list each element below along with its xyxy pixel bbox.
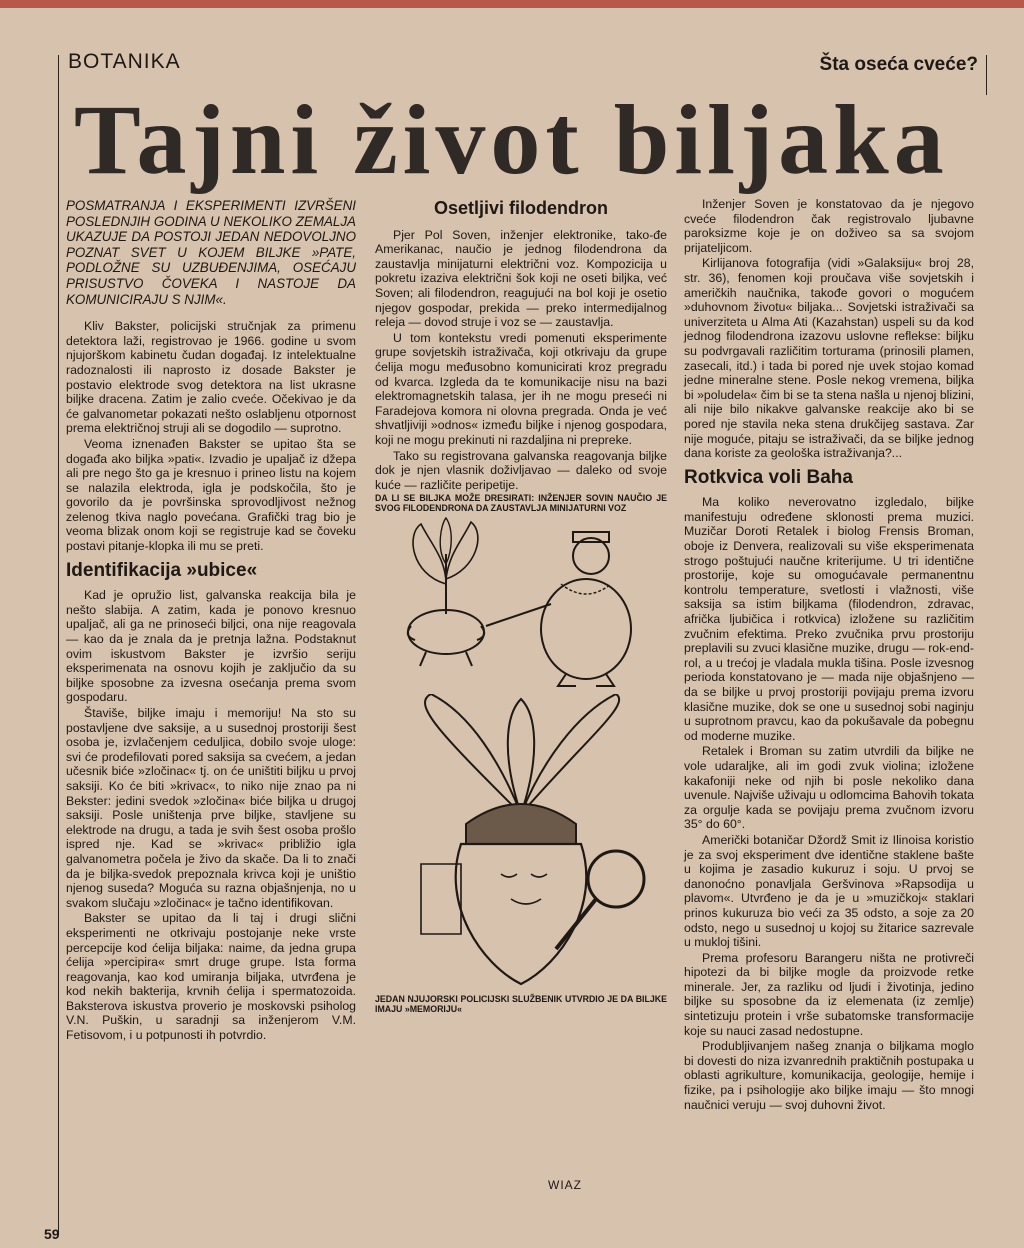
subheading-filodendron: Osetljivi filodendron: [433, 198, 608, 218]
column-1: [66, 198, 356, 1044]
lead-paragraph: POSMATRANJA I EKSPERIMENTI IZVRŠENI POSLEDNJIH GODINA U NEKOLIKO ZEMALJA UKAZUJE DA POSTOJI JEDAN NEDOVOLJNO POZNAT SVET U KOJEM BILJKE »PATE, PODLOŽNE SU UZBUĐENJIMA, OSEĆAJU PRISUSTVO ČOVEKA I NASTOJE DA KOMUNICIRAJU S NJIM«.: [66, 198, 356, 307]
article-title: Tajni život biljaka: [74, 84, 949, 195]
left-rule: [58, 55, 59, 1235]
paragraph: Produbljivanjem našeg znanja o biljkama moglo bi dovesti do niza izvanrednih praktičnih postupaka u oblasti agrikulture, komunikacija, geologije, hemije i fizike, pa i psihologije ako biljke imaju — što mnogi naučnici veruju — svoj duhovni život.: [684, 1039, 974, 1112]
column-2: [375, 195, 667, 1015]
section-label: BOTANIKA: [68, 50, 181, 73]
caption-memory: JEDAN NJUJORSKI POLICIJSKI SLUŽBENIK UTVRDIO JE DA BILJKE IMAJU »MEMORIJU«: [375, 994, 667, 1015]
paragraph: Ma koliko neverovatno izgledalo, biljke manifestuju određene sklonosti prema muzici. Muzičar Doroti Retalek i biolog Frensis Broman, oboje iz Denvera, realizovali su više eksperimenata strogo poštujući naučne kriterijume. U tri identične prostorije, koje su omogućavale permanentnu kontrolu temperature, svetlosti i vlažnosti, više saksija sa istim biljkama (filodendron, zdravac, afrička ljubičica i rotkvica) izložene su različitim zvučnim efektima. Preko zvučnika prvu prostoriju preplavili su zvuci klasične muzike, drugu — rok-end-rol, a u trećoj je vladala mukla tišina. Posle izvesnog perioda konstatovano je — mada nije objašnjeno — da se biljke u prvoj prostoriji povijaju prema izvoru klasične muzike, dok se one u susednoj sobi naginju u suprotnom pravcu, kao da pokušavale da pobegnu od moderne muzike.: [684, 495, 974, 743]
paragraph: Kad je opružio list, galvanska reakcija bila je nešto slabija. A zatim, kada je ponovo kresnuo upaljač, ali ga ne prinoseći biljci, ona nije reagovala — kao da je znala da je pretnja lažna. Podstaknut ovim iskustvom Bakster je izvršio seriju eksperimenata na osnovu kojih je zaključio da su biljke sposobne za izvesna osećanja prema svom gospodaru.: [66, 588, 356, 705]
page-number: 59: [44, 1226, 60, 1242]
subheading-identifikacija: Identifikacija »ubice«: [66, 559, 258, 581]
paragraph: Prema profesoru Barangeru ništa ne protivreči hipotezi da bi biljke mogle da proizvode retke minerale. Jer, za razliku od ljudi i životinja, jedino biljke su sposobne da iz elemenata (iz zemlje) sintetizuju protein i vrše subatomske transformacije koje su nauci zasad nedostupne.: [684, 950, 974, 1038]
paragraph: Veoma iznenađen Bakster se upitao šta se događa ako biljka »pati«. Izvadio je upaljač iz džepa ali pre nego što ga je kresnuo i prineo listu na kojem se nalazila elektroda, igla je podskočila, što je govorilo da je površinska sprovodljivost nežnog zelenog tkiva naglo povećana. Grafički trag bio je veoma blizak onom koji se registruje kad se čoveku postavi pitanje-klopka ili mu se preti.: [66, 436, 356, 554]
illustration-beet-detective: [381, 694, 661, 994]
paragraph: Inženjer Soven je konstatovao da je njegovo cveće filodendron čak registrovalo ljubavne paroksizme koje je on doživeo sa sa svojom prijateljicom.: [684, 197, 974, 255]
paragraph: Kirlijanova fotografija (vidi »Galaksiju« broj 28, str. 36), fenomen koji proučava više sovjetskih i američkih naučnika, takođe govori o mogućem »duhovnom životu« biljaka... Sovjetski istraživači sa univerziteta u Alma Ati (Kazahstan) uspeli su da kod jednog filodendrona izazovu uslovne reflekse: biljku su podvrgavali različitim torturama (prinosili plamen, zasecali, itd.) i tada bi pored nje uvek stojao komad jedne mineralne stene. Posle nekog vremena, biljka bi »poludela« čim bi se ta stena našla u njenoj blizini, ali nije bilo nikakve galvanske reakcije ako bi se pored nje stavila neka stena drukčijeg sastava. Zar nije moguće, pitaju se istraživači, da se biljke jednog dana koriste za geološka istraživanja?...: [684, 256, 974, 461]
paragraph: Tako su registrovana galvanska reagovanja biljke dok je njen vlasnik doživljavao — daleko od svoje kuće — različite peripetije.: [375, 448, 667, 492]
paragraph: U tom kontekstu vredi pomenuti eksperimente grupe sovjetskih istraživača, koji otkrivaju da grupe ćelija mogu međusobno komunicirati kroz pregradu od kvarca. Izgleda da te komunikacije nisu na bazi elektromagnetskih talasa, jer ih ne mogu preseći ni Faradejova komora ni olovna pregrada. Onda je već shvatljiviji »odnos« između biljke i njenog gospodara, koji ne mogu prekinuti ni razdaljina ni prepreke.: [375, 330, 667, 447]
right-rule: [986, 55, 987, 95]
paragraph: Retalek i Broman su zatim utvrdili da biljke ne vole udaraljke, ali im godi zvuk violina; izložene kakafoniji neke od njih bi posle nekoliko dana uvenule. Najviše uživaju u odlomcima Bahovih tokata za orgulje kada se povijaju prema zvučnom izvoru 35° do 60°.: [684, 744, 974, 832]
artist-signature: WIAZ: [548, 1178, 582, 1192]
paragraph: Američki botaničar Džordž Smit iz Ilinoisa koristio je za svoj eksperiment dve identične staklene bašte u kojima je zasadio kukuruz i soju. U prvoj se danonoćno ponavljala Geršvinova »Rapsodija u plavom«. Utvrđeno je da je u »muzičkoj« staklari prinos kukuruza bio veći za 35 odsto, a soje za 20 odsto, nego u susednoj u kojoj su žitarice sazrevale u mukloj tišini.: [684, 832, 974, 950]
illustration-man-and-plant: [391, 514, 651, 694]
paragraph: Bakster se upitao da li taj i drugi slični eksperimenti ne otkrivaju postojanje neke vrste percepcije kod ćelija biljaka: naime, da jedna grupa ćelija »percipira« smrt druge grupe. Ista forma reagovanja, kao kod umiranja biljaka, utvrđena je kod nekih bakterija, krvnih ćelija i spermatozoida. Baksterova iskustva proverio je moskovski psiholog V.N. Puškin, u saradnji sa inženjerom V.M. Fetisovom, i u potpunosti ih potvrdio.: [66, 911, 356, 1043]
top-border: [0, 0, 1024, 8]
subheading-rotkvica: Rotkvica voli Baha: [684, 466, 853, 488]
caption-train: DA LI SE BILJKA MOŽE DRESIRATI: INŽENJER SOVIN NAUČIO JE SVOG FILODENDRONA DA ZAUSTAVLJA MINIJATURNI VOZ: [375, 493, 667, 514]
paragraph: Kliv Bakster, policijski stručnjak za primenu detektora laži, registrovao je 1966. godine u svom njujorškom kabinetu čudan događaj. Iz intelektualne radoznalosti ili naprosto iz dosade Bakster je postavio elektrode svog detektora na list ukrasne biljke dracena. Zatim je zalio cveće. Očekivao je da će galvanometar pokazati nešto oslabljenu otpornost prema električnoj struji ali se dogodilo — suprotno.: [66, 319, 356, 436]
paragraph: Štaviše, biljke imaju i memoriju! Na sto su postavljene dve saksije, a u susednoj prostoriji šest osoba je, izvlačenjem ceduljica, dobilo svoje uloge: svi će prodefilovati pored saksija sa cvećem, a jedan učesnik biće »zločinac« tj. on će uništiti biljku u prvoj saksiji. Ko će biti »krivac«, to niko nije znao pa ni Bekster: jedini svedok »zločina« biće biljka u drugoj saksiji. Posle uništenja prve biljke, stavljene su elektrode na drugu, a tada je svih šest osoba prošlo ispred nje. Kad se »krivac« približio igla galvanometra počela je živo da skače. Da li to znači da je biljka-svedok prepoznala krivca koji je uništio njenog suseda? Moguća su razna objašnjenja, no u svakom slučaju »zločinac« je tačno identifikovan.: [66, 706, 356, 910]
kicker: Šta oseća cveće?: [819, 54, 978, 75]
paragraph: Pjer Pol Soven, inženjer elektronike, tako-đe Amerikanac, naučio je jednog filodendrona da zaustavlja minijaturni električni voz. Kompozicija u pokretu izaziva električni šok koji ne oseti biljka, već Soven; ali filodendron, reagujući na bol koji je osetio njegov gospodar, prekida — preko intermedijalnog releja — dovod struje i voz se — zaustavlja.: [375, 227, 667, 330]
column-3: [684, 197, 974, 1113]
